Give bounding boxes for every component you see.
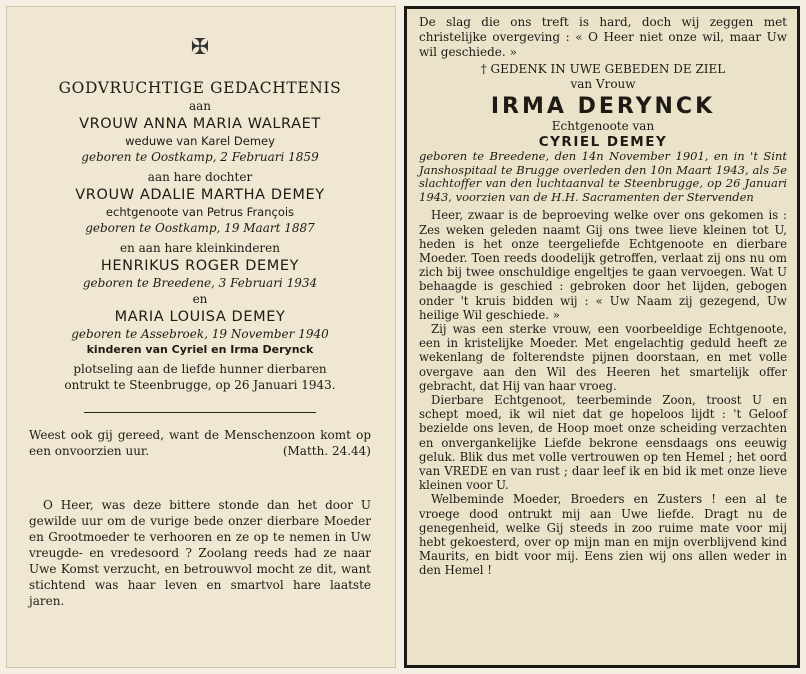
spouse-label: Echtgenoote van: [551, 119, 655, 133]
en-label: en: [192, 292, 208, 306]
cross-ornament-icon: ✠: [190, 35, 210, 60]
divider: [84, 412, 317, 413]
children-of: kinderen van Cyriel en Irma Derynck: [86, 343, 314, 356]
right-memorial-card: [404, 6, 800, 668]
paragraph-2: Zij was een sterke vrouw, een voorbeeldige Echtgenoote, een in kristelijke Moeder. Met engelachtig geduld heeft ze wekenlang de folterendste pijnen doorstaan, en met volle overgave aan den Wil des Heeren het smartelijk offer gebracht, dat Hij van haar vroeg.: [419, 322, 787, 393]
biography: geboren te Breedene, den 14n November 1901, en in 't Sint Janshospitaal te Brugge overleden den 10n Maart 1943, als 5e slachtoffer van den luchtaanval te Steenbrugge, op 26 Januari 1943, voorzien van de H.H. Sacramenten der Stervenden: [419, 149, 787, 204]
person2-name: VROUW ADALIE MARTHA DEMEY: [75, 187, 325, 203]
person4-born: geboren te Assebroek, 19 November 1940: [71, 327, 329, 341]
spouse-name: CYRIEL DEMEY: [538, 134, 668, 150]
death-line1: plotseling aan de liefde hunner dierbaren: [73, 362, 327, 376]
person3-name: HENRIKUS ROGER DEMEY: [100, 258, 300, 274]
paragraph-1: Heer, zwaar is de beproeving welke over ons gekomen is : Zes weken geleden naamt Gij ons twee lieve kleinen tot U, heden is het onze teergeliefde Echtgenoote en dierbare Moeder. Toen reeds doodelijk getroffen, verlaat zij ons nu om zich bij twee onschuldige engeltjes te gaan vervoegen. Wat U behaagde is geschied : gebroken door het lijden, gebogen onder 't kruis bidden wij : « Uw Naam zij gezegend, Uw heilige Wil geschiede. »: [419, 208, 787, 322]
person2-spouse: echtgenoote van Petrus François: [105, 205, 295, 219]
deceased-name: IRMA DERYNCK: [490, 94, 716, 119]
paragraph-3: Dierbare Echtgenoot, teerbeminde Zoon, troost U en schept moed, ik wil niet dat ge hopeloos lijdt : 't Geloof bezielde ons leven, de Hoop moet onze scheiding verzachten en onvergankelijke Liefde bekrone eensdaags ons eeuwig geluk. Blik dus met volle vertrouwen op ten Hemel ; het oord van VREDE en van rust ; daar leef ik en bid ik met onze lieve kleinen voor U.: [419, 393, 787, 493]
left-memorial-card: [6, 6, 396, 668]
van-vrouw-label: van Vrouw: [570, 77, 636, 91]
intro-text: De slag die ons treft is hard, doch wij zeggen met christelijke overgeving : « O Heer niet onze wil, maar Uw wil geschiede. »: [419, 15, 787, 59]
death-line2: ontrukt te Steenbrugge, op 26 Januari 1943.: [64, 378, 336, 392]
prayer-text: O Heer, was deze bittere stonde dan het door U gewilde uur om de vurige bede onzer dierbare Moeder en Grootmoeder te verhooren en ze op te nemen in Uw vreugde- en vredesoord ? Zoolang reeds had ze naar Uwe Komst verzucht, en betrouwvol mocht ze dit, want stichtend was haar leven en smartvol hare laatste jaren.: [29, 498, 371, 608]
quote-reference: (Matth. 24.44): [282, 444, 371, 458]
gedenk-line: † GEDENK IN UWE GEBEDEN DE ZIEL: [480, 62, 726, 76]
kleinkinderen-label: en aan hare kleinkinderen: [120, 241, 280, 255]
person4-name: MARIA LOUISA DEMEY: [114, 309, 286, 325]
person3-born: geboren te Breedene, 3 Februari 1934: [82, 276, 318, 290]
person1-widow: weduwe van Karel Demey: [125, 134, 275, 148]
quote-text: Weest ook gij gereed, want de Menschenzoon komt op een onvoorzien uur.: [29, 428, 371, 458]
scripture-quote: [29, 427, 371, 459]
aan-label: aan: [188, 99, 212, 113]
person1-name: VROUW ANNA MARIA WALRAET: [79, 116, 321, 132]
person1-born: geboren te Oostkamp, 2 Februari 1859: [81, 150, 319, 164]
paragraph-4: Welbeminde Moeder, Broeders en Zusters ! een al te vroege dood ontrukt mij aan Uwe liefde. Dragt nu de genegenheid, welke Gij steeds in zoo ruime mate voor mij hebt gekoesterd, over op mijn man en mijn overblijvend kind Maurits, en bidt voor mij. Eens zien wij ons allen weder in den Hemel !: [419, 492, 787, 578]
aan-dochter-label: aan hare dochter: [147, 170, 253, 184]
person2-born: geboren te Oostkamp, 19 Maart 1887: [85, 221, 315, 235]
card-title: GODVRUCHTIGE GEDACHTENIS: [58, 79, 342, 97]
